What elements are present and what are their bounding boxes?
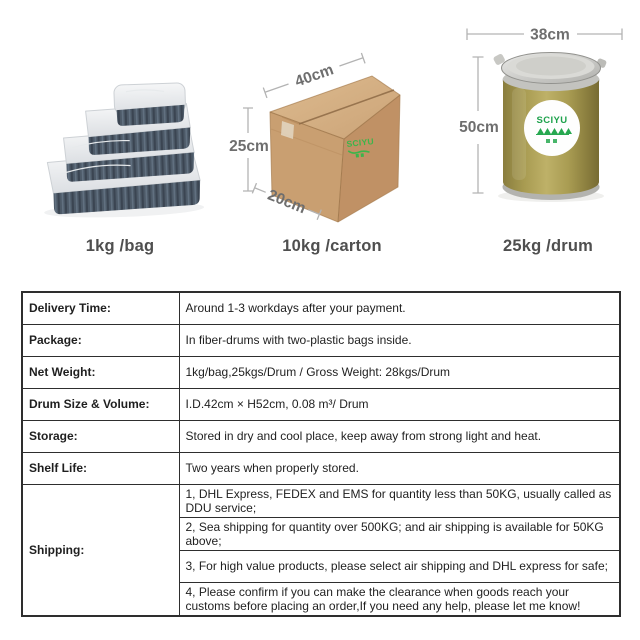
shipping-item: 2, Sea shipping for quantity over 500KG; and air shipping is available for 50KG above; <box>179 517 620 550</box>
carton-caption: 10kg /carton <box>282 237 382 255</box>
row-label: Drum Size & Volume: <box>22 388 179 420</box>
carton-height-dim-label: 25cm <box>229 138 269 155</box>
table-row <box>22 452 620 484</box>
row-label: Package: <box>22 324 179 356</box>
drum-caption: 25kg /drum <box>502 237 594 255</box>
row-value: I.D.42cm × H52cm, 0.08 m³/ Drum <box>179 388 620 420</box>
row-value: 1kg/bag,25kgs/Drum / Gross Weight: 28kgs/Drum <box>179 356 620 388</box>
packaging-figures <box>0 0 640 290</box>
row-label: Shelf Life: <box>22 452 179 484</box>
table-row-shipping <box>22 484 620 517</box>
row-value: In fiber-drums with two-plastic bags inside. <box>179 324 620 356</box>
row-value: Stored in dry and cool place, keep away from strong light and heat. <box>179 420 620 452</box>
carton-brand-text: SCIYU <box>346 136 375 149</box>
table-row <box>22 420 620 452</box>
drum-diameter-dim-label: 38cm <box>530 26 570 44</box>
row-label: Delivery Time: <box>22 292 179 324</box>
shipping-label: Shipping: <box>22 484 179 616</box>
bag-caption: 1kg /bag <box>85 237 155 255</box>
table-row <box>22 324 620 356</box>
table-row <box>22 388 620 420</box>
spec-section <box>21 291 621 617</box>
row-label: Storage: <box>22 420 179 452</box>
row-label: Net Weight: <box>22 356 179 388</box>
table-row <box>22 292 620 324</box>
drum-logo <box>524 100 580 156</box>
shipping-item: 4, Please confirm if you can make the clearance when goods reach your customs before placing an order,If you need any help, please let me know! <box>179 582 620 616</box>
shipping-item: 3, For high value products, please select air shipping and DHL express for safe; <box>179 550 620 582</box>
spec-table <box>21 291 621 617</box>
row-value: Around 1-3 workdays after your payment. <box>179 292 620 324</box>
table-row <box>22 356 620 388</box>
row-value: Two years when properly stored. <box>179 452 620 484</box>
shipping-item: 1, DHL Express, FEDEX and EMS for quantity less than 50KG, usually called as DDU service; <box>179 484 620 517</box>
brand-name: SCIYU <box>536 115 568 126</box>
drum-height-dim-label: 50cm <box>459 119 499 136</box>
carton-width-dim-label: 40cm <box>292 61 336 91</box>
drum-illustration <box>493 53 607 203</box>
carton-depth-dim-label: 20cm <box>265 186 309 218</box>
foil-bags-illustration <box>40 82 205 220</box>
